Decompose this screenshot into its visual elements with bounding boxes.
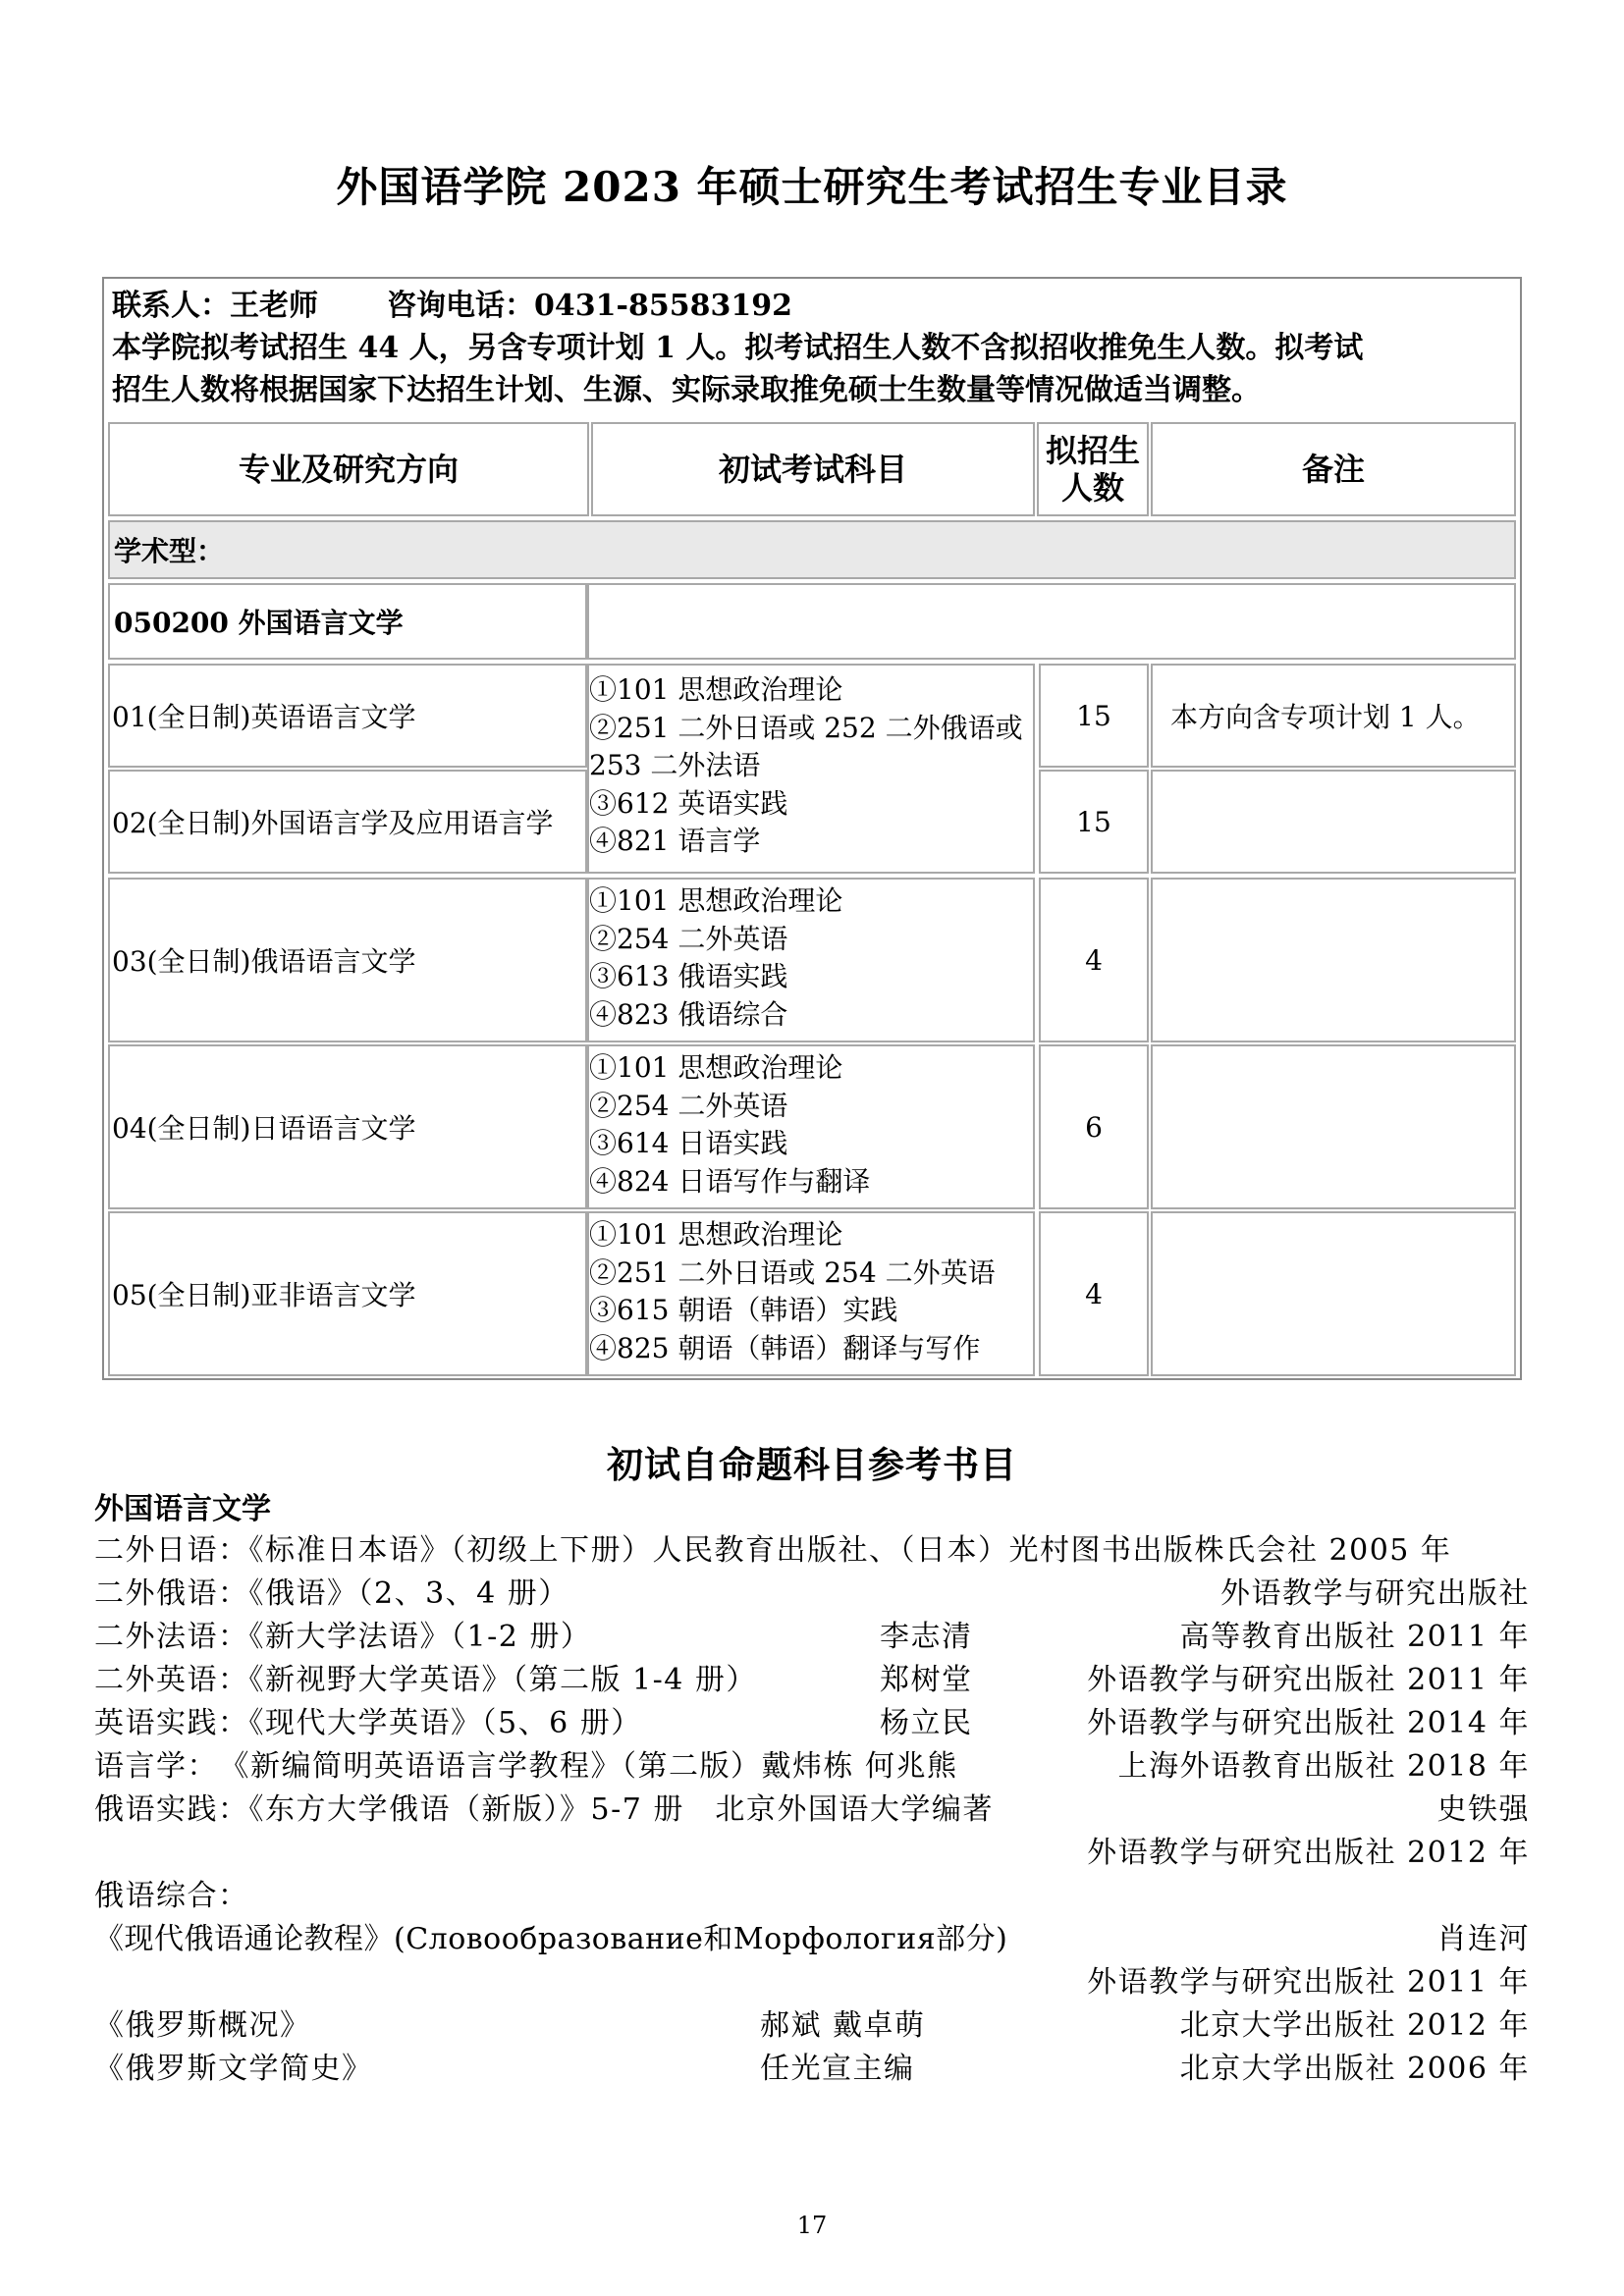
remark-cell bbox=[1151, 1044, 1516, 1209]
contact-phone: 咨询电话：0431-85583192 bbox=[387, 289, 792, 323]
contact-person: 联系人：王老师 bbox=[112, 289, 318, 323]
reference-publisher: 上海外语教育出版社 2018 年 bbox=[1117, 1749, 1530, 1784]
references-title: 初试自命题科目参考书目 bbox=[607, 1443, 1017, 1486]
subject-line: ④821 语言学 bbox=[589, 825, 761, 857]
reference-publisher: 北京大学出版社 2012 年 bbox=[1179, 2008, 1530, 2043]
subject-line: ④823 俄语综合 bbox=[589, 997, 788, 1031]
contact-line bbox=[112, 285, 1516, 327]
subjects-03 bbox=[589, 882, 842, 1034]
quota-04: 6 bbox=[1085, 1110, 1103, 1144]
page-number: 17 bbox=[796, 2212, 828, 2239]
subjects-01-02 bbox=[589, 671, 1023, 861]
reference-author: 郑树堂 bbox=[880, 1663, 973, 1697]
reference-line: 《现代俄语通论教程》(Словообразование和Морфология部分) bbox=[94, 1922, 1008, 1956]
quota-03: 4 bbox=[1085, 943, 1103, 977]
direction-04: 04(全日制)日语语言文学 bbox=[112, 1112, 416, 1145]
subjects-05 bbox=[589, 1216, 996, 1367]
section-label: 学术型： bbox=[114, 535, 225, 567]
major-empty-cell bbox=[587, 583, 1516, 660]
subject-line: ①101 思想政治理论 bbox=[589, 884, 843, 917]
reference-line: 俄语综合： bbox=[94, 1879, 249, 1913]
section-row bbox=[108, 520, 1516, 579]
header-quota-line2: 人数 bbox=[1060, 469, 1124, 507]
reference-publisher: 高等教育出版社 2011 年 bbox=[1179, 1620, 1530, 1654]
reference-line: 二外俄语：《俄语》（2、3、4 册） bbox=[94, 1576, 569, 1611]
reference-line: 英语实践：《现代大学英语》（5、6 册） bbox=[94, 1706, 642, 1740]
reference-author: 郝斌 戴卓萌 bbox=[760, 2008, 926, 2043]
reference-publisher: 外语教学与研究出版社 2014 年 bbox=[1087, 1706, 1530, 1740]
reference-author: 史铁强 bbox=[1436, 1792, 1530, 1827]
quota-05: 4 bbox=[1085, 1277, 1103, 1310]
quota-01: 15 bbox=[1076, 699, 1111, 732]
remark-cell bbox=[1151, 1211, 1516, 1376]
reference-line: 语言学： 《新编简明英语语言学教程》（第二版）戴炜栋 何兆熊 bbox=[94, 1749, 958, 1784]
direction-05: 05(全日制)亚非语言文学 bbox=[112, 1279, 416, 1311]
direction-03: 03(全日制)俄语语言文学 bbox=[112, 945, 416, 978]
enrollment-note-line1: 本学院拟考试招生 44 人，另含专项计划 1 人。拟考试招生人数不含拟招收推免生人数。拟考试 bbox=[112, 331, 1364, 365]
subject-line: ③613 俄语实践 bbox=[589, 960, 788, 992]
reference-author: 肖连河 bbox=[1436, 1922, 1530, 1956]
subject-line: ②251 二外日语或 252 二外俄语或 bbox=[589, 711, 1023, 744]
reference-author: 李志清 bbox=[880, 1620, 973, 1654]
remark-01: 本方向含专项计划 1 人。 bbox=[1170, 701, 1481, 733]
subject-line: ③615 朝语（韩语）实践 bbox=[589, 1294, 898, 1326]
subject-line: ①101 思想政治理论 bbox=[589, 1218, 843, 1251]
reference-publisher: 外语教学与研究出版社 2011 年 bbox=[1087, 1663, 1530, 1697]
header-quota-line1: 拟招生 bbox=[1045, 432, 1140, 469]
header-remark: 备注 bbox=[1301, 451, 1365, 488]
enrollment-note-line2: 招生人数将根据国家下达招生计划、生源、实际录取推免硕士生数量等情况做适当调整。 bbox=[112, 373, 1261, 407]
subject-line: 253 二外法语 bbox=[589, 749, 761, 781]
major-name: 050200 外国语言文学 bbox=[114, 607, 404, 639]
subject-line: ③612 英语实践 bbox=[589, 786, 788, 820]
subject-line: ①101 思想政治理论 bbox=[589, 1051, 843, 1084]
reference-line: 二外日语：《标准日本语》（初级上下册）人民教育出版社、（日本）光村图书出版株氏会社 2005 年 bbox=[94, 1533, 1452, 1568]
direction-01: 01(全日制)英语语言文学 bbox=[112, 701, 416, 733]
remark-cell bbox=[1151, 878, 1516, 1042]
remark-cell bbox=[1151, 770, 1516, 874]
reference-publisher: 外语教学与研究出版社 bbox=[1220, 1576, 1530, 1611]
direction-02: 02(全日制)外国语言学及应用语言学 bbox=[112, 807, 554, 839]
reference-publisher: 北京大学出版社 2006 年 bbox=[1179, 2052, 1530, 2086]
subject-line: ④824 日语写作与翻译 bbox=[589, 1164, 871, 1198]
reference-author: 杨立民 bbox=[880, 1706, 973, 1740]
subject-line: ④825 朝语（韩语）翻译与写作 bbox=[589, 1331, 981, 1364]
header-exam: 初试考试科目 bbox=[718, 451, 907, 488]
references-category: 外国语言文学 bbox=[94, 1492, 271, 1526]
reference-publisher: 外语教学与研究出版社 2012 年 bbox=[1087, 1836, 1530, 1870]
reference-line: 《俄罗斯概况》 bbox=[94, 2008, 311, 2043]
subject-line: ①101 思想政治理论 bbox=[589, 673, 843, 706]
subject-line: ②254 二外英语 bbox=[589, 1089, 788, 1122]
contact-block bbox=[112, 285, 1516, 411]
quota-02: 15 bbox=[1076, 805, 1111, 838]
page-title: 外国语学院 2023 年硕士研究生考试招生专业目录 bbox=[336, 163, 1288, 211]
reference-author: 任光宣主编 bbox=[760, 2052, 915, 2086]
reference-line: 俄语实践：《东方大学俄语（新版）》5-7 册 北京外国语大学编著 bbox=[94, 1792, 994, 1827]
header-major: 专业及研究方向 bbox=[238, 451, 459, 488]
reference-publisher: 外语教学与研究出版社 2011 年 bbox=[1087, 1965, 1530, 2000]
reference-line: 《俄罗斯文学简史》 bbox=[94, 2052, 373, 2086]
subjects-04 bbox=[589, 1049, 870, 1201]
subject-line: ②254 二外英语 bbox=[589, 922, 788, 955]
header-quota bbox=[1037, 422, 1149, 516]
subject-line: ②251 二外日语或 254 二外英语 bbox=[589, 1255, 996, 1289]
subject-line: ③614 日语实践 bbox=[589, 1127, 788, 1159]
reference-line: 二外法语：《新大学法语》（1-2 册） bbox=[94, 1620, 592, 1654]
reference-line: 二外英语：《新视野大学英语》（第二版 1-4 册） bbox=[94, 1663, 757, 1697]
